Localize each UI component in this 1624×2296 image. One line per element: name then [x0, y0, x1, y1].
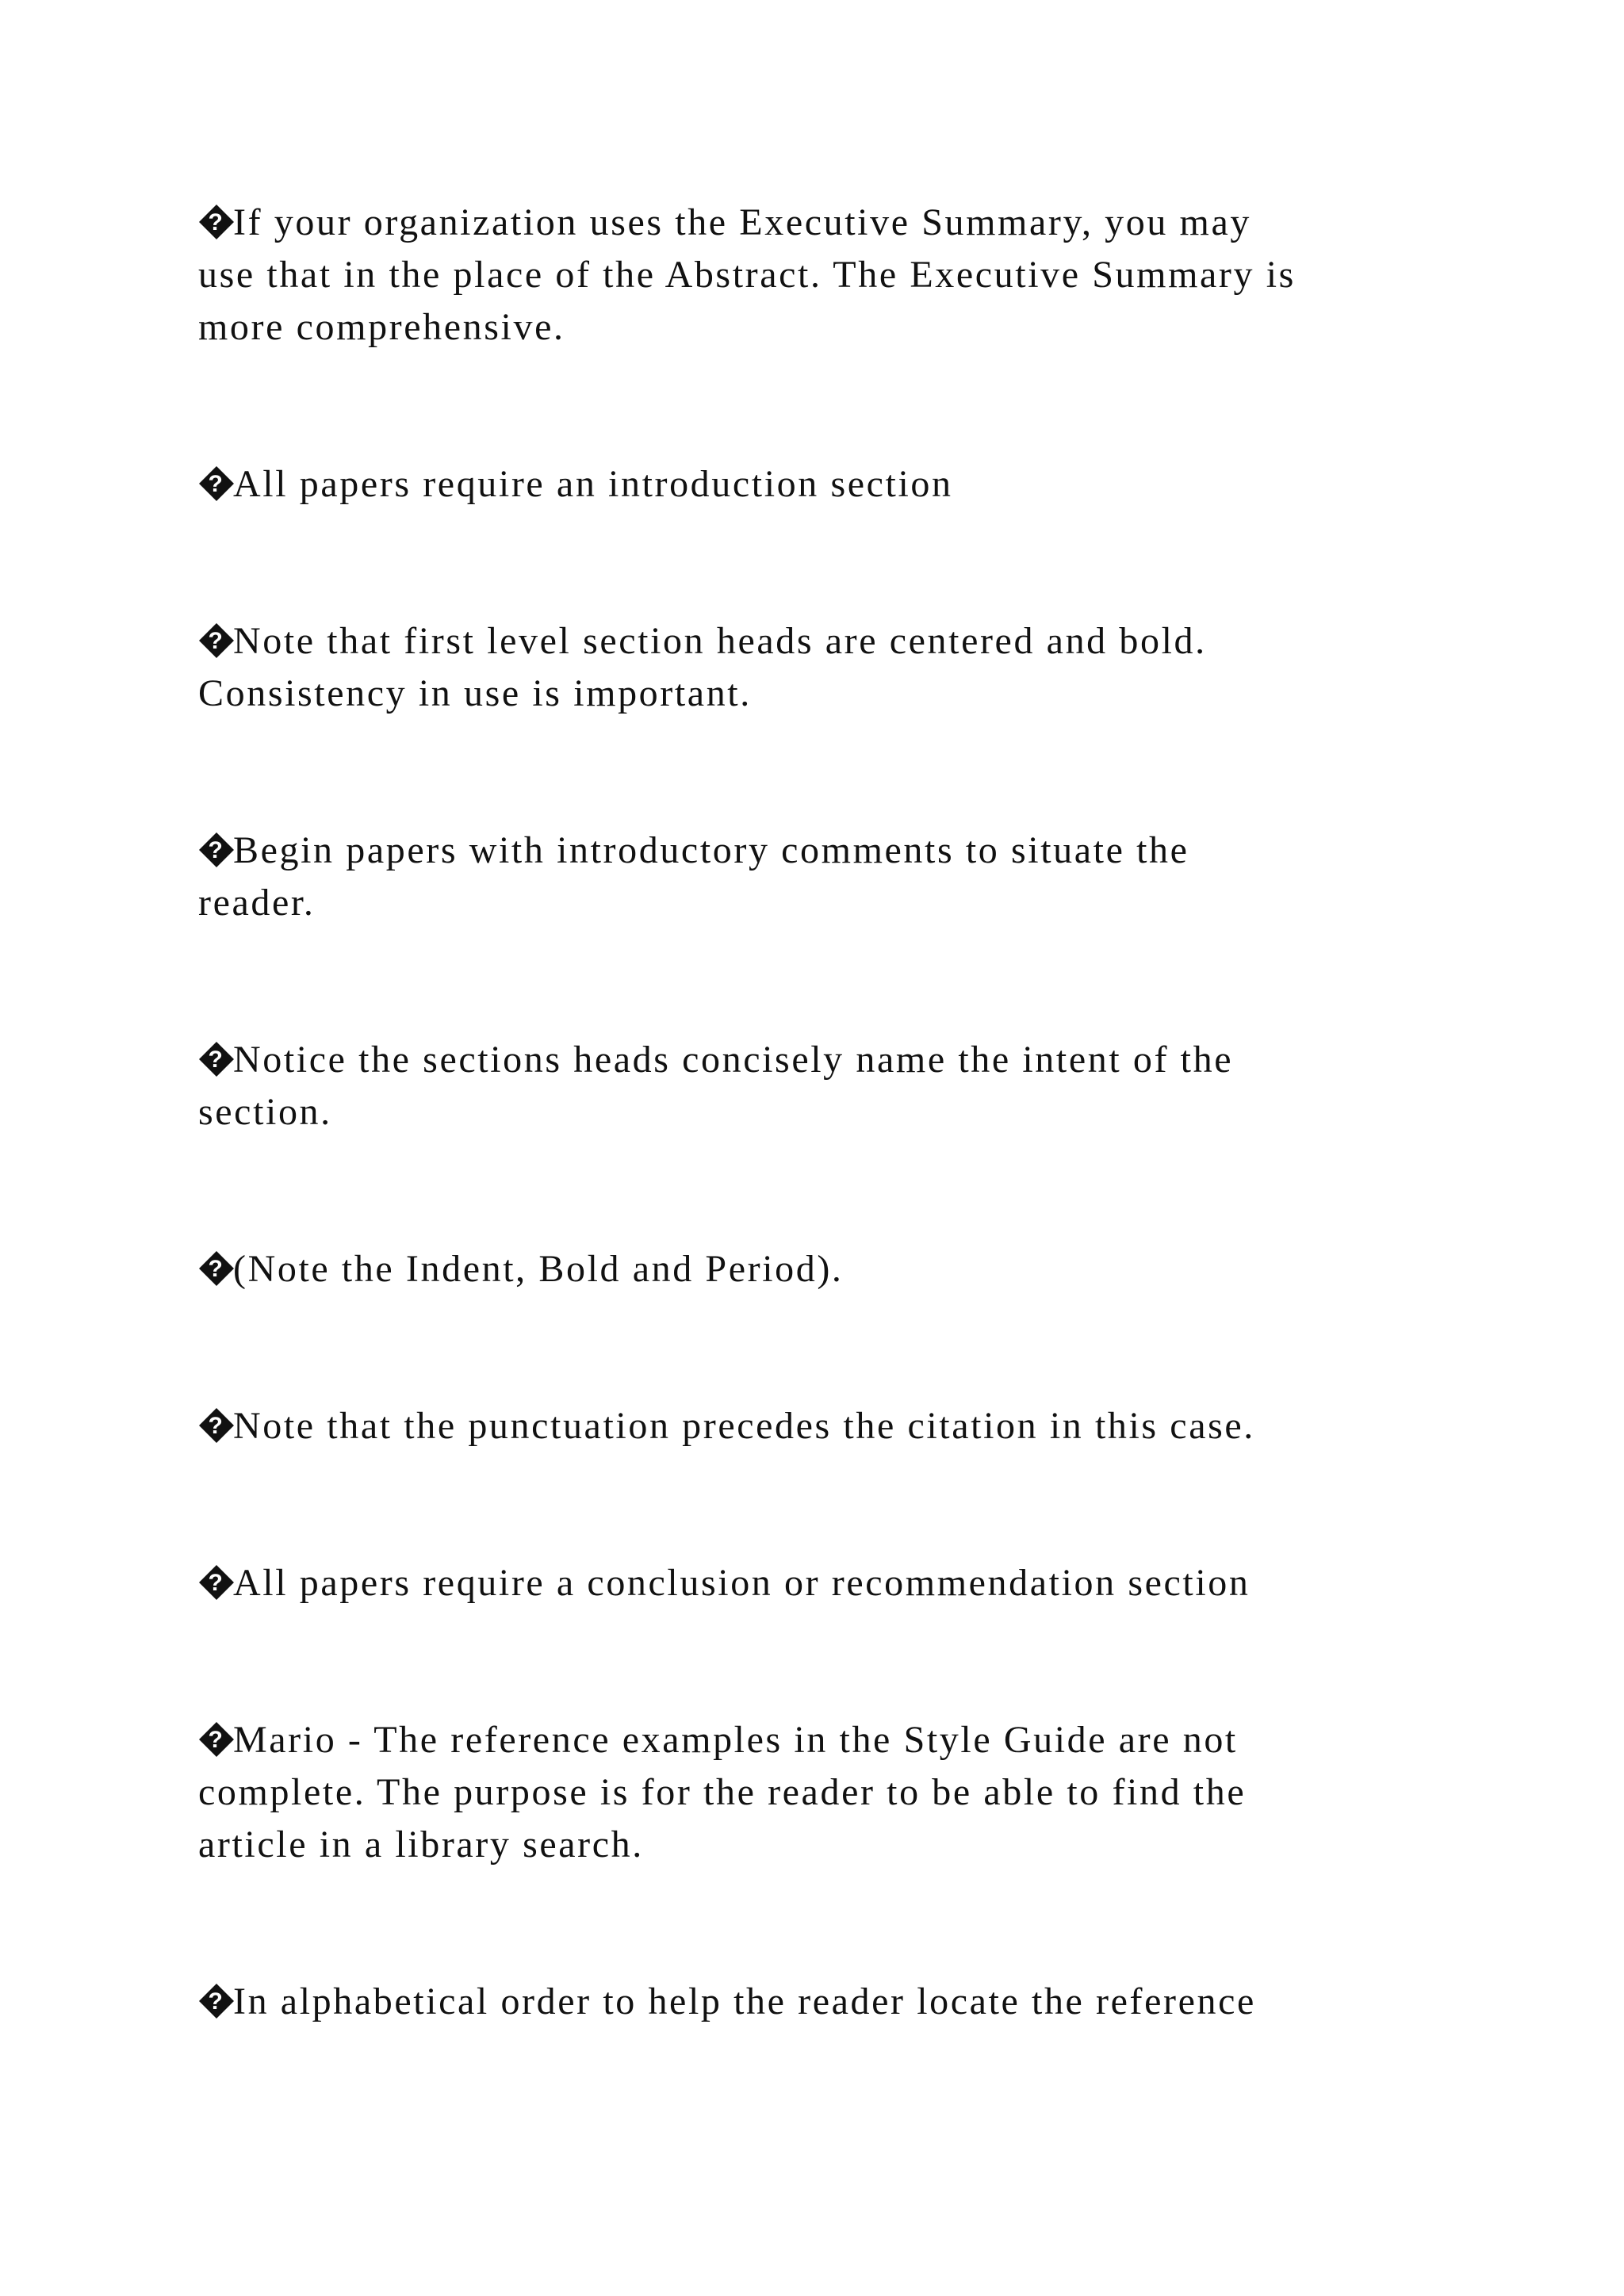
paragraph-introductory-comments: ? Begin papers with introductory comments to situate the reader. [198, 829, 1189, 924]
replacement-character-icon [198, 1250, 235, 1287]
svg-text:?: ? [208, 1988, 225, 2015]
svg-text:?: ? [208, 1727, 225, 1753]
svg-text:?: ? [208, 209, 225, 235]
replacement-character-icon [198, 622, 235, 659]
replacement-character-icon [198, 204, 235, 240]
paragraph-conclusion-section: ? All papers require a conclusion or recommendation section [198, 1557, 1435, 1609]
replacement-character-icon [198, 1407, 235, 1444]
replacement-character-icon [198, 1721, 235, 1758]
paragraph-reference-examples: ? Mario - The reference examples in the Style Guide are not complete. The purpose is for the reader to be able to find the article in a library search. [198, 1719, 1247, 1866]
replacement-character-icon [198, 832, 235, 868]
replacement-character-icon [198, 1564, 235, 1601]
paragraph-introduction-section: ? All papers require an introduction section [198, 458, 1435, 511]
svg-text:?: ? [208, 1413, 225, 1439]
svg-text:?: ? [208, 471, 225, 497]
replacement-character-icon [198, 1983, 235, 2019]
svg-text:?: ? [208, 1256, 225, 1282]
paragraph-alphabetical-order: ? In alphabetical order to help the reader locate the reference [198, 1976, 1435, 2028]
paragraph-indent-bold-period: ? (Note the Indent, Bold and Period). [198, 1243, 1435, 1295]
svg-text:?: ? [208, 837, 225, 863]
svg-text:?: ? [208, 1047, 225, 1073]
svg-text:?: ? [208, 628, 225, 654]
replacement-character-icon [198, 1041, 235, 1077]
paragraph-section-intent: ? Notice the sections heads concisely name the intent of the section. [198, 1039, 1234, 1133]
svg-text:?: ? [208, 1570, 225, 1596]
paragraph-executive-summary: ? If your organization uses the Executive Summary, you may use that in the place of the Abstract. The Executive Summary is more comprehensive. [198, 201, 1296, 348]
paragraph-punctuation-citation: ? Note that the punctuation precedes the citation in this case. [198, 1400, 1435, 1452]
paragraph-section-heads: ? Note that first level section heads are centered and bold. Consistency in use is important. [198, 620, 1207, 714]
replacement-character-icon [198, 465, 235, 502]
